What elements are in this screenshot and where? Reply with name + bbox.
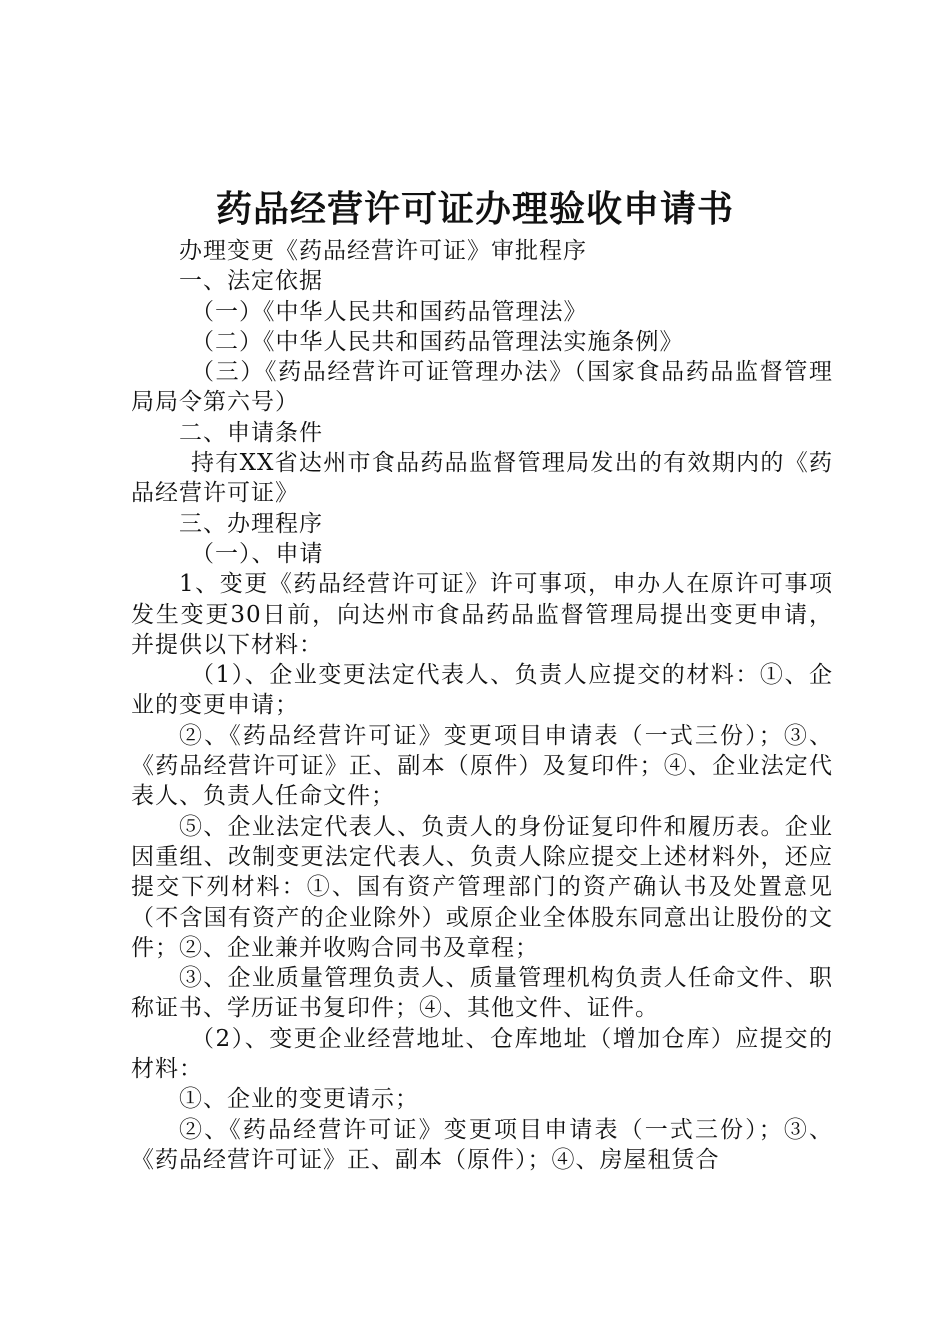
paragraph: （1）、企业变更法定代表人、负责人应提交的材料：①、企业的变更申请； <box>131 662 833 719</box>
paragraph: （一）、申请 <box>191 540 324 567</box>
paragraph: 二、申请条件 <box>179 419 323 446</box>
paragraph: ②、《药品经营许可证》变更项目申请表（一式三份）；③、《药品经营许可证》正、副本（原件）及复印件；④、企业法定代表人、负责人任命文件； <box>131 722 833 810</box>
paragraph: 持有XX省达州市食品药品监督管理局发出的有效期内的《药品经营许可证》 <box>131 450 833 507</box>
paragraph: （三）《药品经营许可证管理办法》（国家食品药品监督管理局局令第六号） <box>131 359 833 416</box>
document-title: 药品经营许可证办理验收申请书 <box>215 188 734 230</box>
paragraph: 三、办理程序 <box>179 510 323 537</box>
paragraph: 办理变更《药品经营许可证》审批程序 <box>179 238 587 264</box>
paragraph: ⑤、企业法定代表人、负责人的身份证复印件和履历表。企业因重组、改制变更法定代表人、负责人除应提交上述材料外，还应提交下列材料：①、国有资产管理部门的资产确认书及处置意见（不含国有资产的企业除外）或原企业全体股东同意出让股份的文件；②、企业兼并收购合同书及章程； <box>131 813 833 961</box>
paragraph: （二）《中华人民共和国药品管理法实施条例》 <box>191 328 684 355</box>
paragraph: ②、《药品经营许可证》变更项目申请表（一式三份）；③、《药品经营许可证》正、副本（原件）；④、房屋租赁合 <box>131 1116 833 1173</box>
paragraph: 1、变更《药品经营许可证》许可事项，申办人在原许可事项发生变更30日前，向达州市食品药品监督管理局提出变更申请，并提供以下材料： <box>131 571 833 658</box>
paragraph: （2）、变更企业经营地址、仓库地址（增加仓库）应提交的材料： <box>131 1025 833 1083</box>
paragraph: （一）《中华人民共和国药品管理法》 <box>191 298 588 325</box>
document-body <box>131 236 833 1175</box>
paragraph: 一、法定依据 <box>179 268 323 295</box>
paragraph: ③、企业质量管理负责人、质量管理机构负责人任命文件、职称证书、学历证书复印件；④、其他文件、证件。 <box>131 965 833 1022</box>
paragraph: ①、企业的变更请示； <box>179 1086 419 1113</box>
